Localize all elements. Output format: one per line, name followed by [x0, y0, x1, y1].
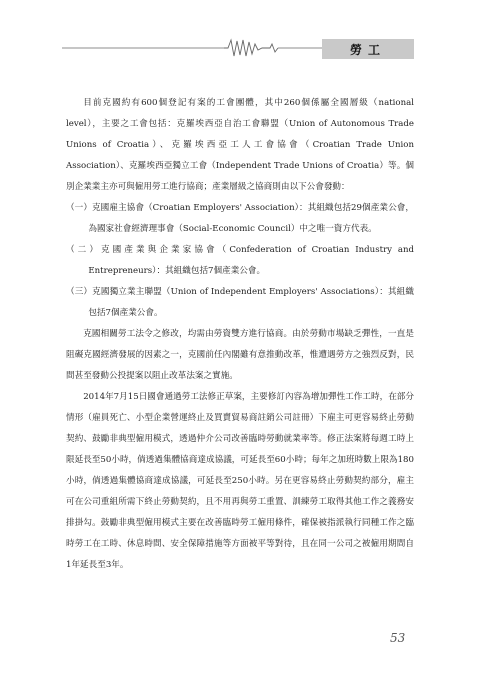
intro-paragraph: 目前克國約有600個登記有案的工會團體，其中260個係屬全國層級（national level），主要之工會包括：克羅埃西亞自治工會聯盟（Union of Autonomous Trade Unions of Croatia）、克羅埃西亞工人工會協會（Croatian Trade Union Association）、克羅埃西亞獨立工會（Independent Trade Unions of Croatia）等。個別企業業主亦可與僱用勞工進行協商；產業層級之協商則由以下公會發動：: [66, 98, 414, 192]
page-header: [0, 0, 480, 70]
list-item-industry-confederation: （二）克國產業與企業家協會（Confederation of Croatian Industry and Entrepreneurs）：其組織包括7個產業公會。: [66, 245, 414, 276]
reform-paragraph: 克國相關勞工法令之修改，均需由勞資雙方進行協商。由於勞動市場缺乏彈性，一直是阻礙克國經濟發展的因素之一，克國前任內閣雖有意推動改革，惟遭遇勞方之強烈反對，民間甚至發動公投提案以阻止改革法案之實施。: [66, 329, 414, 381]
page-body: [66, 93, 414, 576]
header-rule-heartbeat: [0, 0, 480, 70]
section-title: 勞工: [349, 42, 386, 57]
list-item-independent-employers: （三）克國獨立業主聯盟（Union of Independent Employers' Associations）：其組織包括7個產業公會。: [66, 287, 414, 318]
list-item-employers-association: （一）克國雇主協會（Croatian Employers' Association）：其組織包括29個產業公會，為國家社會經濟理事會（Social-Economic Council）中之唯一資方代表。: [66, 203, 414, 234]
page-number: 53: [390, 631, 406, 645]
labor-law-2014-paragraph: 2014年7月15日國會通過勞工法修正草案，主要修訂內容為增加彈性工作工時，在部分情形（雇員死亡、小型企業營運終止及買賣貿易商註銷公司註冊）下雇主可更容易終止勞動契約、鼓勵非典型僱用模式，透過仲介公司改善臨時勞動就業率等。修正法案將每週工時上限延長至50小時，倘透過集體協商達成協議，可延長至60小時；每年之加班時數上限為180小時，倘透過集體協商達成協議，可延長至250小時。另在更容易終止勞動契約部分，雇主可在公司重組所需下終止勞動契約，且不用再與勞工重置、訓練勞工取得其他工作之義務安排掛勾。鼓勵非典型僱用模式主要在改善臨時勞工僱用條件，確保被指派執行同種工作之臨時勞工在工時、休息時間、安全保障措施等方面被平等對待，且在同一公司之被僱用期間自1年延長至3年。: [66, 392, 414, 570]
